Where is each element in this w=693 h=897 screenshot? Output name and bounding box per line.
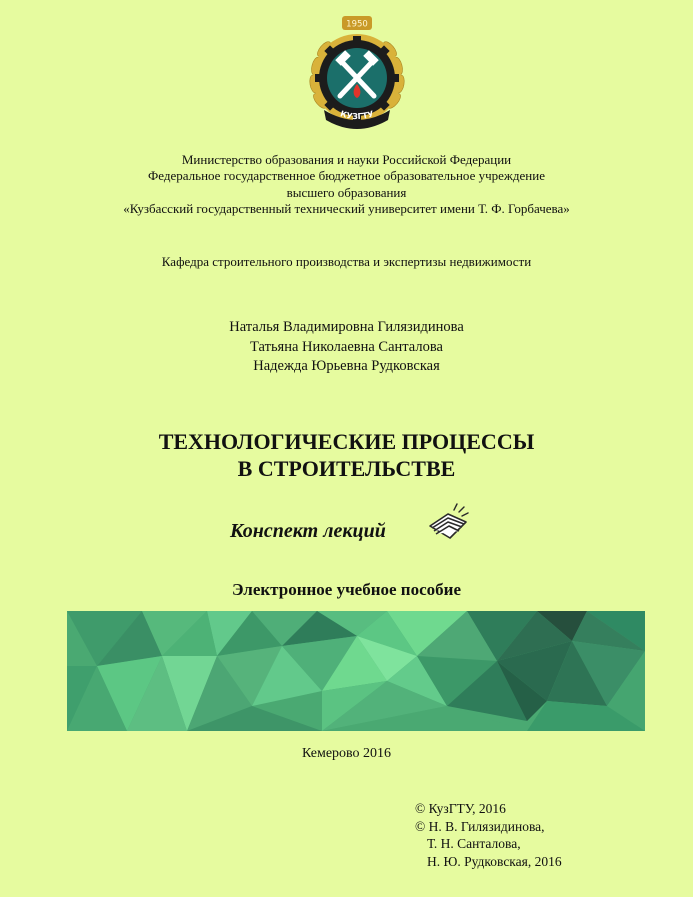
author-3: Надежда Юрьевна Рудковская xyxy=(253,358,440,374)
logo-year: 1950 xyxy=(346,19,368,30)
ministry-line-1: Министерство образования и науки Российской Федерации xyxy=(181,152,512,167)
document-type: Электронное учебное пособие xyxy=(232,580,461,599)
copyright-line-4: Н. Ю. Рудковская, 2016 xyxy=(427,853,562,869)
authors-list xyxy=(0,318,693,377)
open-book-icon xyxy=(426,500,472,544)
ministry-line-3: высшего образования xyxy=(286,184,407,200)
author-1: Наталья Владимировна Гилязидинова xyxy=(229,319,464,335)
ministry-line-4: «Кузбасский государственный технический университет имени Т. Ф. Горбачева» xyxy=(123,200,570,216)
copyright-line-1: © КузГТУ, 2016 xyxy=(415,801,506,816)
ministry-header xyxy=(0,152,693,217)
copyright-line-3: Т. Н. Санталова, xyxy=(427,836,521,851)
university-logo xyxy=(302,14,412,138)
title-line-2: В СТРОИТЕЛЬСТВЕ xyxy=(237,456,456,481)
book-title xyxy=(0,428,693,482)
department: Кафедра строительного производства и экспертизы недвижимости xyxy=(161,254,532,269)
decorative-polygon-banner xyxy=(67,611,645,731)
copyright-block xyxy=(415,800,562,870)
subtitle: Конспект лекций xyxy=(230,520,386,542)
author-2: Татьяна Николаевна Санталова xyxy=(250,338,443,355)
ministry-line-2: Федеральное государственное бюджетное образовательное учреждение xyxy=(148,168,545,184)
copyright-line-2: © Н. В. Гилязидинова, xyxy=(415,818,545,834)
city-year: Кемерово 2016 xyxy=(301,746,392,761)
title-line-1: ТЕХНОЛОГИЧЕСКИЕ ПРОЦЕССЫ xyxy=(158,429,535,454)
logo-name: КУЗГТУ xyxy=(339,109,375,122)
